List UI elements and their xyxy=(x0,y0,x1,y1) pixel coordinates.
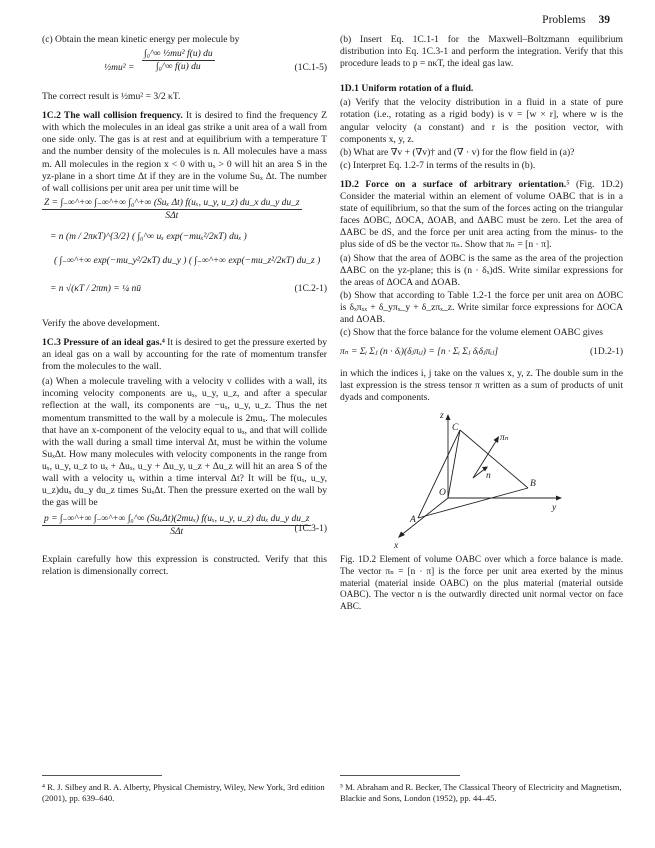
eq-ke-lhs: ½mu² = xyxy=(104,63,135,74)
figure-1d2-diagram xyxy=(340,410,623,550)
problem-1d1-b: (b) What are ∇v + (∇v)† and (∇ · v) for the flow field in (a)? xyxy=(340,146,575,158)
label-n: n xyxy=(486,471,491,482)
label-b: B xyxy=(530,479,536,490)
page-header xyxy=(542,14,610,26)
footnote-4: ⁴ R. J. Silbey and R. A. Alberty, Physical Chemistry, Wiley, New York, 3rd edition (2001), pp. 639–640. xyxy=(42,782,325,803)
label-y: y xyxy=(552,503,557,514)
label-o: O xyxy=(439,488,446,499)
eq-ke-fraction xyxy=(142,48,215,73)
edge-cb xyxy=(460,430,528,488)
eq-ke-numerator: ∫₀^∞ ½mu² f(u) du xyxy=(142,48,215,61)
left-column xyxy=(42,34,327,579)
footnote-left xyxy=(42,775,327,805)
eq2-tag: (1C.2-1) xyxy=(294,283,327,294)
label-c: C xyxy=(452,423,459,434)
x-axis xyxy=(400,498,448,536)
problem-1d2-b: (b) Show that according to Table 1.2-1 the force per unit area on ΔOBC is δₓπₓₓ + δ_yπₓ_y + δ_zπₓ_z. Write similar force expressions for ΔOCA and ΔOAB. xyxy=(340,289,623,325)
equation-1d2-1 xyxy=(340,341,623,365)
running-title: Problems xyxy=(542,14,586,26)
problem-1d2-c: (c) Show that the force balance for the volume element OABC gives xyxy=(340,327,603,339)
figure-1d2 xyxy=(340,410,623,550)
eq2-line-b: = n (m / 2πκT)^{3/2} ( ∫₀^∞ uₓ exp(−muₓ²/2κT) duₓ ) xyxy=(50,231,247,242)
eq3-tag: (1C.3-1) xyxy=(294,524,327,535)
after-eq-text: in which the indices i, j take on the values x, y, z. The double sum in the last expression is the stress tensor π written as a sum of products of unit dyads and components. xyxy=(340,368,623,404)
eq2-a-numerator: Z = ∫₋∞^+∞ ∫₋∞^+∞ ∫₀^+∞ (Suₓ Δt) f(uₓ, u_y, u_z) du_x du_y du_z xyxy=(42,197,302,210)
pi-arrowhead xyxy=(494,436,500,443)
problem-1d1-c: (c) Interpret Eq. 1.2-7 in terms of the results in (b). xyxy=(340,159,536,171)
problem-1c2-title: 1C.2 The wall collision frequency. xyxy=(42,110,183,122)
problem-1d1-a: (a) Verify that the velocity distribution in a fluid in a state of pure rotation (i.e., rotating as a rigid body) is v = [w × r], where w is the angular velocity (a constant) and r is the position vector, with components x, y, z. xyxy=(340,97,623,145)
eq3-numerator: p = ∫₋∞^+∞ ∫₋∞^+∞ ∫₀^∞ (SuₓΔt)(2muₓ) f(uₓ, u_y, u_z) duₓ du_y du_z xyxy=(42,513,311,526)
problem-1d2-a: (a) Show that the area of ΔOBC is the same as the area of the projection ΔABC on the yz-plane; this is (n · δₓ)dS. Write similar expressions for the areas of ΔOCA and ΔOAB. xyxy=(340,252,623,288)
problem-1c3-title: 1C.3 Pressure of an ideal gas.⁴ xyxy=(42,336,165,348)
label-pi: πₙ xyxy=(500,433,509,444)
result-line: The correct result is ½mu² = 3/2 κT. xyxy=(42,91,181,103)
footnote-rule-left xyxy=(42,775,162,776)
problem-1c3-text: It is desired to get the pressure exerted by an ideal gas on a wall by accounting for the rate of momentum transfer from the molecules to the wall. xyxy=(42,336,327,373)
eq-ke-denominator: ∫₀^∞ f(u) du xyxy=(155,62,201,73)
problem-1d2-text: ⁵ (Fig. 1D.2) Consider the material within an element of volume OABC that is in a state of equilibrium, so that the sum of the forces acting on the triangular faces ΔOBC, ΔOCA, ΔOAB, and ΔABC must be zero. Let the area of ΔABC be dS, and the force per unit area acting from the minus- to the plus side of dS be the vector πₙ. Show that πₙ = [n · π]. xyxy=(340,178,623,251)
equation-1c2-1 xyxy=(42,197,327,315)
y-arrowhead xyxy=(556,496,562,501)
eq2-line-c: ( ∫₋∞^+∞ exp(−mu_y²/2κT) du_y ) ( ∫₋∞^+∞ exp(−mu_z²/2κT) du_z ) xyxy=(54,255,321,266)
explain-line: Explain carefully how this expression is constructed. Verify that this relation is dimensionally correct. xyxy=(42,554,327,578)
item-1c1-c: (c) Obtain the mean kinetic energy per molecule by xyxy=(42,34,240,45)
footnote-rule-right xyxy=(340,775,460,776)
item-1c3-b: (b) Insert Eq. 1C.1-1 for the Maxwell–Boltzmann equilibrium distribution into Eq. 1C.3-1 and perform the integration. Verify that this procedure leads to p = nκT, the ideal gas law. xyxy=(340,34,623,70)
problem-1c2 xyxy=(42,110,327,195)
label-z: z xyxy=(440,411,444,422)
edge-oc xyxy=(448,430,460,498)
eq2-line-a xyxy=(42,197,302,222)
problem-1c3-a: (a) When a molecule traveling with a velocity v collides with a wall, its incoming velocity components are uₓ, u_y, u_z, and after a specular reflection at the wall, its components are −uₓ, u_y, u_z. Thus the net momentum transmitted to the wall by a molecule is 2muₓ. The molecules that have an x-component of the velocity equal to uₓ, and that will collide with the wall during a small time interval Δt, must be within the volume SuₓΔt. How many molecules with velocity components in the range from uₓ, u_y, u_z to uₓ + Δuₓ, u_y + Δu_y, u_z + Δu_z will hit an area S of the wall with a velocity uₓ within a time interval Δt? It will be f(uₓ, u_y, u_z)duₓ du_y du_z times SuₓΔt. Then the pressure exerted on the wall by the gas will be xyxy=(42,376,327,509)
page-number: 39 xyxy=(598,14,610,26)
z-arrowhead xyxy=(446,414,451,420)
problem-1c2-text: It is desired to find the frequency Z with which the molecules in an ideal gas strike a unit area of a wall from one side only. The gas is at rest and at equilibrium with a temperature T and the number density of the molecules is n. All molecules have a mass m. All molecules in the region x < 0 with uₓ > 0 will hit an area S in the yz-plane in a short time Δt if they are in the volume Suₓ Δt. The number of wall collisions per unit area per unit time will be xyxy=(42,110,328,194)
problem-1c3 xyxy=(42,337,327,373)
eq3-fraction xyxy=(42,513,311,538)
equation-1c1-5 xyxy=(42,48,327,88)
problem-1d2-title: 1D.2 Force on a surface of arbitrary orientation. xyxy=(340,178,567,190)
eq4-tag: (1D.2-1) xyxy=(590,347,623,358)
verify-line: Verify the above development. xyxy=(42,317,160,329)
label-x: x xyxy=(394,541,399,551)
eq-ke-tag: (1C.1-5) xyxy=(294,63,327,74)
right-column xyxy=(340,34,623,613)
figure-caption: Fig. 1D.2 Element of volume OABC over which a force balance is made. The vector πₙ = [n · π] is the force per unit area exerted by the minus material (material inside OABC) on the plus material (material outside OABC). The vector n is the outwardly directed unit normal vector on face ABC. xyxy=(340,554,623,611)
footnote-5: ⁵ M. Abraham and R. Becker, The Classical Theory of Electricity and Magnetism, Blackie and Sons, London (1952), pp. 44–45. xyxy=(340,782,622,803)
edge-ab xyxy=(418,488,528,518)
equation-1c3-1 xyxy=(42,511,327,551)
eq3-denominator: SΔt xyxy=(170,527,184,538)
eq2-line-d: = n √(κT / 2πm) = ¼ nū xyxy=(50,283,142,294)
label-a: A xyxy=(410,515,416,526)
footnote-right xyxy=(340,775,623,805)
problem-1d1-title: 1D.1 Uniform rotation of a fluid. xyxy=(340,83,474,95)
eq4-body: πₙ = Σᵢ Σⱼ (n · δᵢ)(δⱼπᵢⱼ) = [n · Σᵢ Σⱼ δᵢδⱼπᵢⱼ] xyxy=(340,347,499,358)
problem-1d2 xyxy=(340,179,623,252)
eq2-a-denominator: SΔt xyxy=(165,210,179,221)
